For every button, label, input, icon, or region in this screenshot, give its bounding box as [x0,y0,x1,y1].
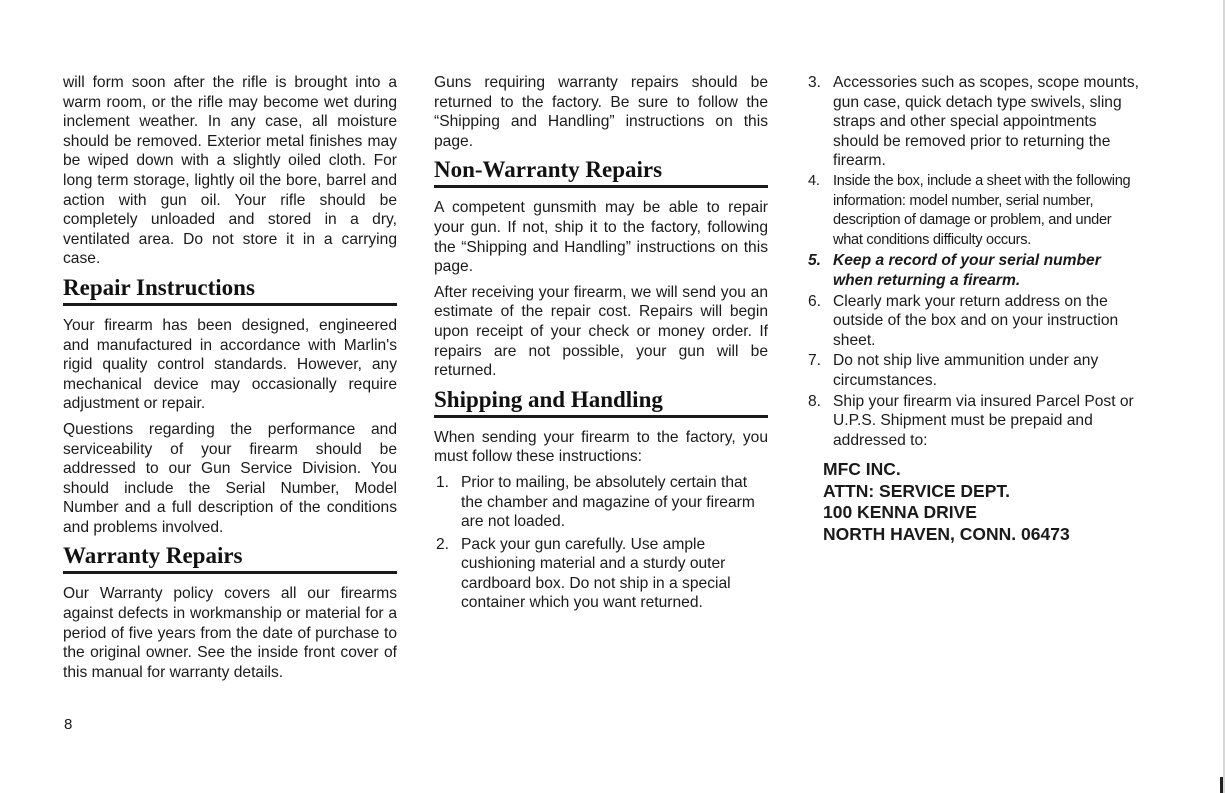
shipping-intro-paragraph: When sending your firearm to the factory, you must follow these instructions: [434,428,768,466]
list-item: 4. Inside the box, include a sheet with the following information: model number, serial number, description of damage or problem, and under what conditions difficulty occurs. [808,172,1131,248]
list-item-emphasis: 5. Keep a record of your serial number when returning a firearm. [808,252,1101,289]
address-attention: ATTN: SERVICE DEPT. [823,480,1011,501]
list-item: 8. Ship your firearm via insured Parcel Post or U.P.S. Shipment must be prepaid and addressed to: [808,392,1134,449]
gunsmith-paragraph: A competent gunsmith may be able to repair your gun. If not, ship it to the factory, following the “Shipping and Handling” instructions on this page. [434,199,768,276]
repair-intro-paragraph: Your firearm has been designed, engineered and manufactured in accordance with Marlin's rigid quality control standards. However, any mechanical device may occasionally require adjustment or repair. [63,316,397,413]
address-street: 100 KENNA DRIVE [823,502,977,523]
non-warranty-repairs-heading: Non-Warranty Repairs [434,157,768,188]
page-number: 8 [64,716,73,733]
questions-paragraph: Questions regarding the performance and serviceability of your firearm should be addressed to our Gun Service Division. You should include the Serial Number, Model Number and a full description of the conditions and problems involved. [63,420,397,536]
list-item: 3. Accessories such as scopes, scope mounts, gun case, quick detach type swivels, sling straps and other special appointments should be removed prior to returning the firearm. [808,74,1139,170]
list-item: 7. Do not ship live ammunition under any circumstances. [808,352,1099,389]
address-company: MFC INC. [823,459,901,480]
column-left [63,73,397,688]
shipping-steps-list-a [434,473,768,613]
repair-instructions-heading: Repair Instructions [63,275,397,306]
service-address [806,459,1140,545]
address-city: NORTH HAVEN, CONN. 06473 [823,523,1070,544]
warranty-repairs-heading: Warranty Repairs [63,543,397,574]
shipping-handling-heading: Shipping and Handling [434,387,768,418]
storage-paragraph: will form soon after the rifle is brought into a warm room, or the rifle may become wet during inclement weather. In any case, all moisture should be removed. Exterior metal finishes may be wiped down with a slightly oiled cloth. For long term storage, lightly oil the bore, barrel and action with gun oil. Your rifle should be completely unloaded and stored in a dry, ventilated area. Do not store it in a carrying case. [63,74,397,268]
list-item: 6. Clearly mark your return address on the outside of the box and on your instruction sheet. [808,292,1119,349]
page-edge-mark [1220,777,1223,793]
shipping-steps-list-b [806,73,1140,450]
warranty-return-paragraph: Guns requiring warranty repairs should be returned to the factory. Be sure to follow the “Shipping and Handling” instructions on this page. [434,74,768,150]
estimate-paragraph: After receiving your firearm, we will send you an estimate of the repair cost. Repairs will begin upon receipt of your check or money order. If repairs are not possible, your gun will be returned. [434,283,768,380]
list-item: 2. Pack your gun carefully. Use ample cushioning material and a sturdy outer cardboard box. Do not ship in a special container which you want returned. [436,535,731,612]
column-middle [434,73,768,616]
list-item: 1. Prior to mailing, be absolutely certain that the chamber and magazine of your firearm are not loaded. [436,473,755,531]
column-right [806,73,1140,545]
warranty-policy-paragraph: Our Warranty policy covers all our firearms against defects in workmanship or material for a period of five years from the date of purchase to the original owner. See the inside front cover of this manual for warranty details. [63,585,397,681]
